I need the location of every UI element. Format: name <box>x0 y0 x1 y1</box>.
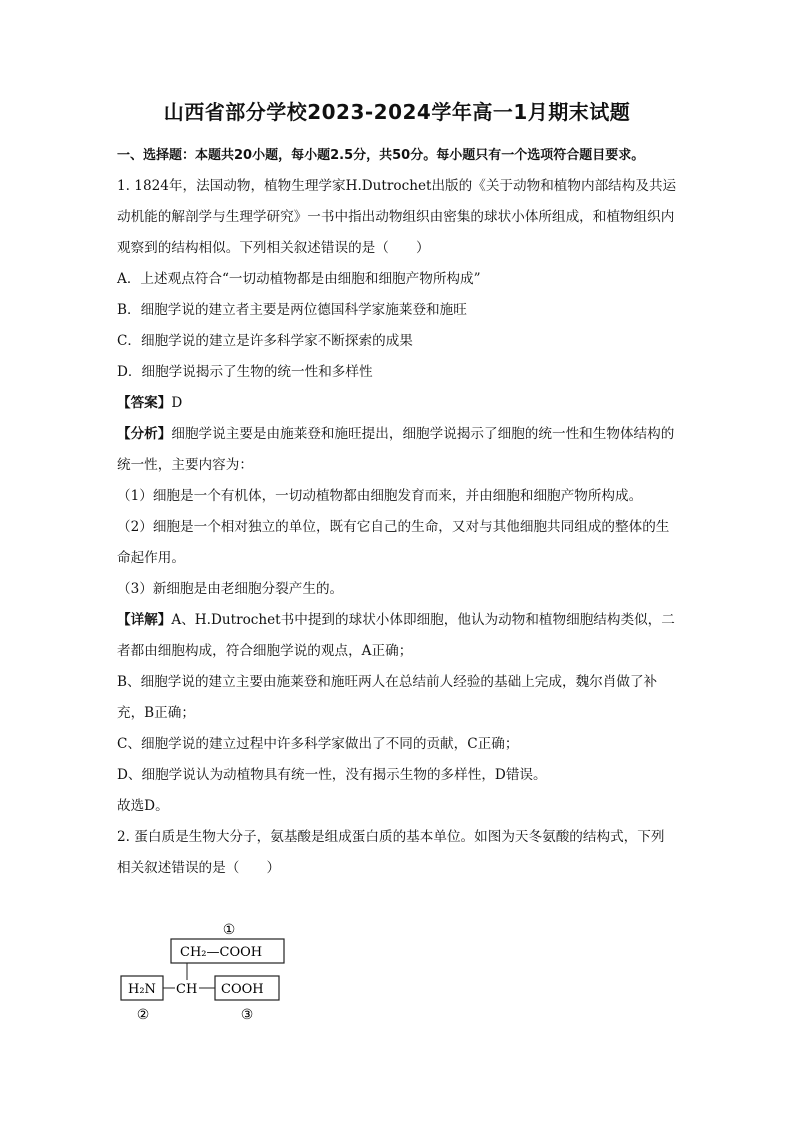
page-title: 山西省部分学校2023-2024学年高一1月期末试题 <box>163 100 631 124</box>
analysis-point-3: （3）新细胞是由老细胞分裂产生的。 <box>117 581 344 597</box>
question-1-option-d: D．细胞学说揭示了生物的统一性和多样性 <box>117 364 373 380</box>
analysis-line <box>117 419 677 481</box>
question-1-option-b: B．细胞学说的建立者主要是两位德国科学家施莱登和施旺 <box>117 302 467 318</box>
question-2-stem: 2. 蛋白质是生物大分子，氨基酸是组成蛋白质的基本单位。如图为天冬氨酸的结构式，下列相关叙述错误的是（ ） <box>117 829 665 876</box>
analysis-text: 细胞学说主要是由施莱登和施旺提出，细胞学说揭示了细胞的统一性和生物体结构的统一性，主要内容为： <box>117 426 675 473</box>
question-1-option-a: A．上述观点符合“一切动植物都是由细胞和细胞产物所构成” <box>117 271 481 287</box>
cooh-group: COOH <box>221 982 264 997</box>
analysis-point-1: （1）细胞是一个有机体，一切动植物都由细胞发育而来，并由细胞和细胞产物所构成。 <box>117 488 643 504</box>
ch2-cooh-group: CH₂—COOH <box>180 945 263 960</box>
detail-line-d: D、细胞学说认为动植物具有统一性，没有揭示生物的多样性，D错误。 <box>117 767 547 783</box>
label-1: ① <box>222 922 236 938</box>
answer-value: D <box>171 395 183 411</box>
analysis-point-2: （2）细胞是一个相对独立的单位，既有它自己的生命，又对与其他细胞共同组成的整体的生命起作用。 <box>117 519 670 566</box>
detail-line-c: C、细胞学说的建立过程中许多科学家做出了不同的贡献，C正确； <box>117 736 519 752</box>
analysis-tag: 【分析】 <box>117 426 172 442</box>
aspartic-acid-structure-diagram <box>117 918 317 1028</box>
question-1-stem: 1. 1824年，法国动物，植物生理学家H.Dutrochet出版的《关于动物和植物内部结构及共运动机能的解剖学与生理学研究》一书中指出动物组织由密集的球状小体所组成，和植物组织内观察到的结构相似。下列相关叙述错误的是（ ） <box>117 178 677 256</box>
label-3: ③ <box>240 1007 254 1023</box>
question-1-option-c: C．细胞学说的建立是许多科学家不断探索的成果 <box>117 333 413 349</box>
detail-line-a <box>117 605 677 667</box>
detail-line-b: B、细胞学说的建立主要由施莱登和施旺两人在总结前人经验的基础上完成，魏尔肖做了补充，B正确； <box>117 674 658 721</box>
label-2: ② <box>136 1007 150 1023</box>
section-heading: 一、选择题：本题共20小题，每小题2.5分，共50分。每小题只有一个选项符合题目要求。 <box>117 148 645 163</box>
ch-center: CH <box>176 982 198 997</box>
detail-tag: 【详解】 <box>117 612 172 628</box>
detail-text-a: A、H.Dutrochet书中提到的球状小体即细胞，他认为动物和植物细胞结构类似，二者都由细胞构成，符合细胞学说的观点，A正确； <box>117 612 675 659</box>
conclusion: 故选D。 <box>117 798 169 814</box>
h2n-group: H₂N <box>128 982 156 997</box>
answer-line <box>117 388 677 419</box>
content-body <box>117 140 677 884</box>
answer-tag: 【答案】 <box>117 395 172 411</box>
